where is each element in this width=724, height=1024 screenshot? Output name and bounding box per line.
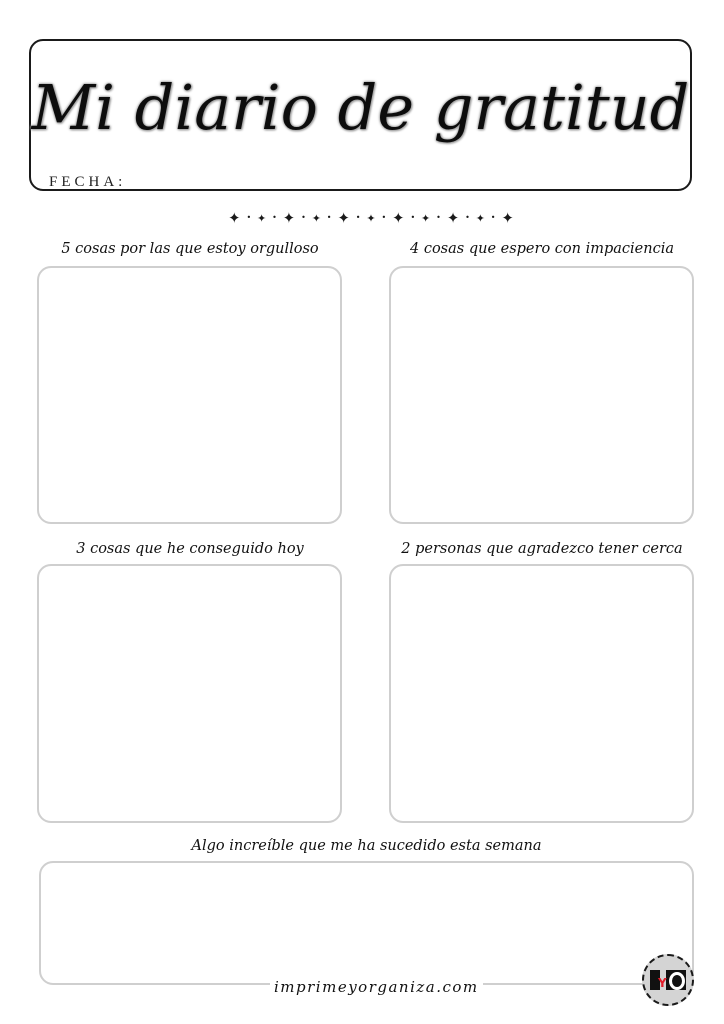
dot-icon: •: [436, 213, 441, 222]
dot-icon: •: [301, 213, 306, 222]
date-label: FECHA:: [49, 174, 127, 190]
writing-box-amazing[interactable]: [39, 861, 694, 985]
brand-logo: [642, 954, 694, 1006]
sparkle-star-icon: ✦: [282, 208, 296, 227]
writing-box-achieved[interactable]: [37, 564, 342, 823]
page-title: Mi diario de gratitud: [31, 71, 690, 144]
sparkle-star-icon: ✦: [475, 211, 485, 225]
sparkle-star-icon: ✦: [446, 208, 460, 227]
footer-website: imprimeyorganiza.com: [270, 978, 483, 996]
star-divider: [228, 209, 514, 227]
dot-icon: •: [355, 213, 361, 222]
section-label-achieved: 3 cosas que he conseguido hoy: [76, 541, 304, 557]
sparkle-star-icon: ✦: [311, 211, 321, 225]
sparkle-star-icon: ✦: [337, 208, 350, 227]
sparkle-star-icon: ✦: [228, 208, 241, 227]
dot-icon: •: [326, 213, 332, 222]
dot-icon: •: [410, 213, 416, 222]
section-label-looking-forward: 4 cosas que espero con impaciencia: [410, 241, 674, 257]
sparkle-star-icon: ✦: [421, 211, 431, 225]
dot-icon: •: [381, 213, 387, 222]
writing-box-proud[interactable]: [37, 266, 342, 524]
writing-box-looking-forward[interactable]: [389, 266, 694, 524]
section-label-amazing: Algo increíble que me ha sucedido esta semana: [191, 838, 542, 854]
dot-icon: •: [246, 213, 252, 222]
dot-icon: •: [490, 213, 496, 222]
sparkle-star-icon: ✦: [366, 211, 376, 225]
dot-icon: •: [465, 213, 470, 222]
logo-letter-y: Y: [658, 976, 667, 990]
header-box: [29, 39, 692, 191]
sparkle-star-icon: ✦: [392, 208, 405, 227]
sparkle-star-icon: ✦: [257, 211, 267, 225]
section-label-people: 2 personas que agradezco tener cerca: [401, 541, 683, 557]
section-label-proud: 5 cosas por las que estoy orgulloso: [61, 241, 319, 257]
dot-icon: •: [272, 213, 277, 222]
sparkle-star-icon: ✦: [501, 208, 514, 227]
logo-letter-o: [669, 972, 685, 990]
writing-box-people[interactable]: [389, 564, 694, 823]
